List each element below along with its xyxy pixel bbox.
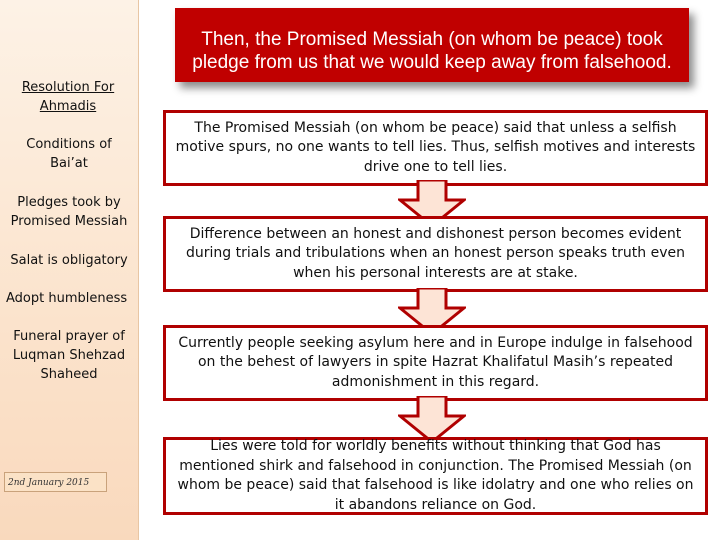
content-text-4: Lies were told for worldly benefits without thinking that God has mentioned shirk and falsehood in conjunction. The Promised Messiah (on whom be peace) said that falsehood is like idolatry and one who relies on it abandons reliance on God. bbox=[177, 438, 694, 513]
sidebar-item-resolution[interactable]: Resolution For Ahmadis bbox=[21, 80, 115, 114]
sidebar-item-humbleness[interactable]: Adopt humbleness bbox=[6, 291, 128, 306]
content-text-1: The Promised Messiah (on whom be peace) said that unless a selfish motive spurs, no one wants to tell lies. Thus, selfish motives and interests drive one to tell lies. bbox=[175, 119, 696, 175]
content-box-2 bbox=[163, 216, 708, 292]
sidebar bbox=[0, 0, 139, 540]
date-label: 2nd January 2015 bbox=[4, 472, 107, 492]
sidebar-item-pledges[interactable]: Pledges took by Promised Messiah bbox=[10, 195, 128, 229]
content-text-3: Currently people seeking asylum here and in Europe indulge in falsehood on the behest of lawyers in spite Hazrat Khalifatul Masih’s repeated admonishment in this regard. bbox=[178, 334, 693, 390]
sidebar-item-conditions[interactable]: Conditions of Bai’at bbox=[26, 137, 112, 171]
content-box-1 bbox=[163, 110, 708, 186]
slide-title: Then, the Promised Messiah (on whom be peace) took pledge from us that we would keep away from falsehood. bbox=[175, 8, 689, 82]
content-text-2: Difference between an honest and dishonest person becomes evident during trials and tribulations when an honest person speaks truth even when his personal interests are at stake. bbox=[186, 225, 685, 281]
sidebar-item-funeral[interactable]: Funeral prayer of Luqman Shehzad Shaheed bbox=[12, 329, 126, 382]
content-box-4 bbox=[163, 437, 708, 515]
content-box-3 bbox=[163, 325, 708, 401]
sidebar-item-salat[interactable]: Salat is obligatory bbox=[10, 253, 128, 268]
